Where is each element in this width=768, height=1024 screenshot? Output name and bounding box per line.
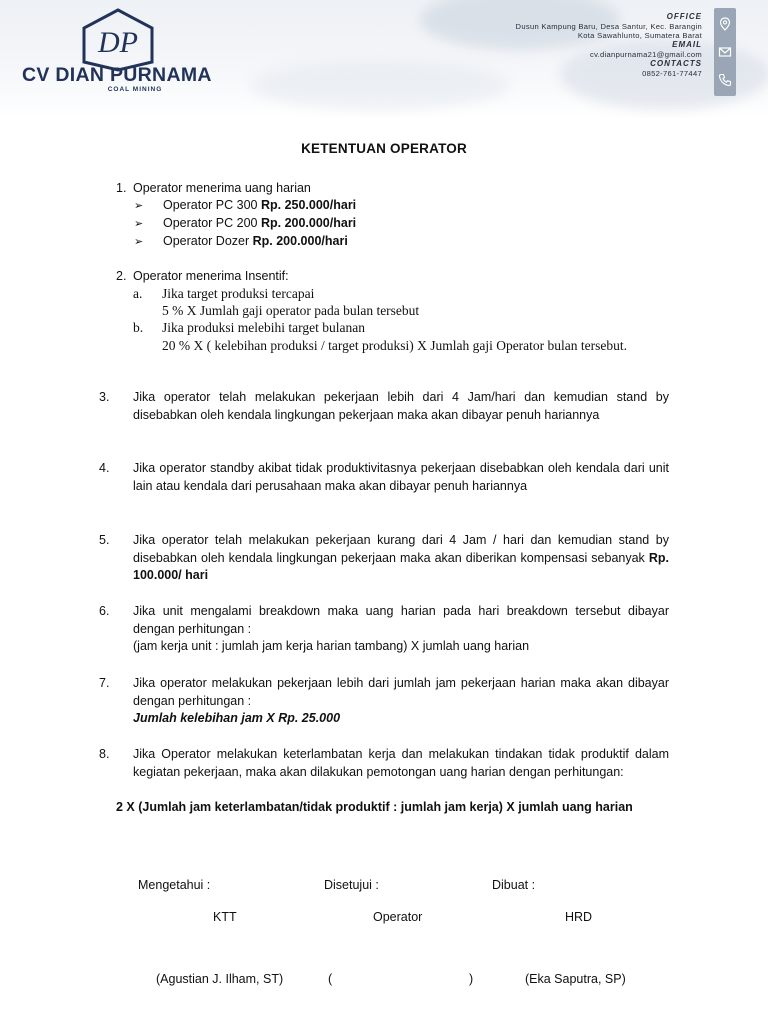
signatory-ktt-name: (Agustian J. Ilham, ST) (156, 972, 284, 986)
role-ktt: KTT (213, 910, 237, 924)
item-text: Jika operator standby akibat tidak produktivitasnya pekerjaan disebabkan oleh kendala dari unit lain atau kendala dari perusahaan maka akan dibayar penuh hariannya (133, 461, 669, 493)
sub-text: Jika target produksi tercapai (162, 286, 315, 301)
overtime-formula: Jumlah kelebihan jam X Rp. 25.000 (133, 711, 341, 725)
item-text: Jika Operator melakukan keterlambatan kerja dan melakukan tindakan tidak produktif dalam kegiatan pekerjaan, maka akan dilakukan pemotongan uang harian dengan perhitungan: (133, 747, 669, 779)
sub-text: Jika produksi melebihi target bulanan (162, 320, 365, 335)
rule-item-6 (99, 603, 669, 638)
rule-item-8 (99, 746, 669, 781)
item-number: 1. (116, 181, 127, 195)
rate-value: Rp. 200.000/hari (260, 216, 357, 230)
rule-item-3 (99, 389, 669, 424)
rule-item-7 (99, 675, 669, 710)
document-title: KETENTUAN OPERATOR (301, 141, 467, 156)
rule-item-2 (116, 268, 652, 286)
item-number: 6. (99, 604, 110, 618)
known-by-label: Mengetahui : (138, 878, 211, 892)
company-name: CV DIAN PURNAMA (22, 64, 212, 86)
location-pin-icon (718, 17, 732, 31)
item-number: 3. (99, 390, 110, 404)
signatory-operator-open: ( (328, 972, 333, 986)
contacts-value: 0852-761-77447 (642, 69, 702, 78)
rate-label: Operator PC 300 (163, 198, 261, 212)
rule-item-1 (116, 180, 652, 198)
item-text: Jika unit mengalami breakdown maka uang harian pada hari breakdown tersebut dibayar dengan perhitungan : (133, 604, 669, 636)
delay-formula: 2 X (Jumlah jam keterlambatan/tidak produktif : jumlah jam kerja) X jumlah uang harian (116, 800, 633, 814)
letterhead (0, 0, 768, 118)
item-text: Jika operator melakukan pekerjaan lebih dari jumlah jam pekerjaan harian maka akan dibayar dengan perhitungan : (133, 676, 669, 708)
item-number: 7. (99, 676, 110, 690)
role-operator: Operator (373, 910, 423, 924)
office-address-line1: Dusun Kampung Baru, Desa Santur, Kec. Barangin (515, 22, 702, 31)
incentive-a-formula: 5 % X Jumlah gaji operator pada bulan tersebut (162, 303, 420, 318)
sub-label: a. (133, 286, 143, 301)
rate-value: Rp. 200.000/hari (252, 234, 348, 248)
item-text: Operator menerima uang harian (133, 181, 311, 195)
item-text: Jika operator telah melakukan pekerjaan lebih dari 4 Jam/hari dan kemudian stand by disebabkan oleh kendala lingkungan pekerjaan maka akan dibayar penuh hariannya (133, 390, 669, 422)
item-number: 5. (99, 533, 110, 547)
phone-icon (718, 73, 732, 87)
contact-icon-tab (714, 8, 736, 96)
company-logo (80, 8, 156, 72)
compensation-amount: Rp. 100.000/ hari (133, 550, 669, 582)
item-text: Jika operator telah melakukan pekerjaan kurang dari 4 Jam / hari dan kemudian stand by disebabkan oleh kendala lingkungan pekerjaan maka akan diberikan kompensasi sebanyak (133, 533, 669, 565)
rule-item-5 (99, 532, 669, 585)
mail-icon (718, 45, 732, 59)
breakdown-formula: (jam kerja unit : jumlah jam kerja harian tambang) X jumlah uang harian (133, 639, 530, 653)
item-number: 8. (99, 747, 110, 761)
item-text: Operator menerima Insentif: (133, 269, 289, 283)
arrow-bullet-icon: ➢ (134, 200, 144, 212)
company-subtitle: COAL MINING (107, 86, 163, 93)
office-label: OFFICE (666, 12, 702, 21)
incentive-b-formula: 20 % X ( kelebihan produksi / target produksi) X Jumlah gaji Operator bulan tersebut. (162, 338, 628, 353)
contact-block (402, 12, 702, 78)
email-label: EMAIL (672, 40, 702, 49)
incentive-a (133, 285, 652, 303)
contacts-label: CONTACTS (650, 59, 702, 68)
sub-label: b. (133, 320, 144, 335)
rate-value: Rp. 250.000/hari (260, 198, 357, 212)
rate-label: Operator Dozer (163, 234, 253, 248)
rate-label: Operator PC 200 (163, 216, 261, 230)
logo-letters: DP (98, 26, 138, 59)
item-number: 4. (99, 461, 110, 475)
email-value: cv.dianpurnama21@gmail.com (589, 50, 702, 59)
signatory-hrd-name: (Eka Saputra, SP) (525, 972, 626, 986)
rate-row-dozer (134, 233, 348, 252)
arrow-bullet-icon: ➢ (134, 236, 144, 248)
incentive-b (133, 319, 652, 337)
arrow-bullet-icon: ➢ (134, 218, 144, 230)
made-by-label: Dibuat : (492, 878, 536, 892)
approved-by-label: Disetujui : (324, 878, 379, 892)
rate-row-pc300 (134, 197, 356, 216)
rate-row-pc200 (134, 215, 356, 234)
signatory-operator-close: ) (469, 972, 474, 986)
office-address-line2: Kota Sawahlunto, Sumatera Barat (577, 31, 702, 40)
item-number: 2. (116, 269, 127, 283)
role-hrd: HRD (565, 910, 593, 924)
rule-item-4 (99, 460, 669, 495)
